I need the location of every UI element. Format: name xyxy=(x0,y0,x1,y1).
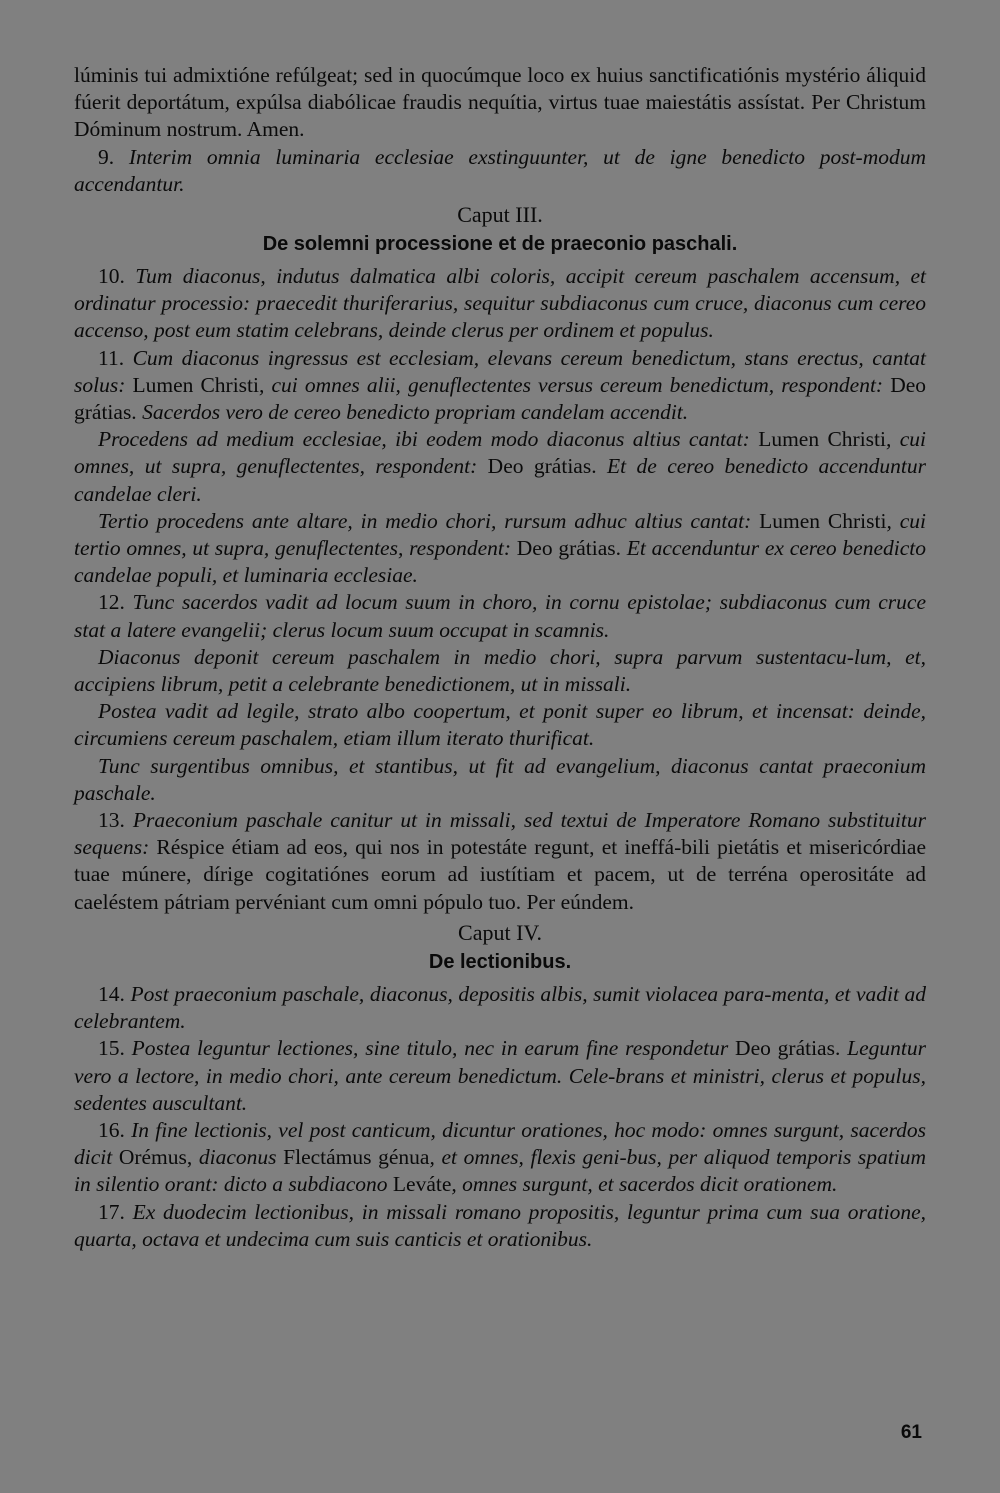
rubric-italic-text: , et omnes, flexis geni-bus, per aliquod temporis spatium in silentio orant: dicto a subdiacono xyxy=(74,1145,927,1197)
chapter-subheading: De solemni processione et de praeconio paschali. xyxy=(262,233,738,256)
roman-text: Leváte xyxy=(392,1172,452,1197)
roman-text: 12. xyxy=(98,590,133,615)
roman-text: 15. xyxy=(98,1036,132,1061)
paragraph xyxy=(74,345,926,427)
roman-text: Lumen Christi xyxy=(132,372,259,397)
paragraph xyxy=(74,698,926,752)
rubric-italic-text: Tunc sacerdos vadit ad locum suum in choro, in cornu epistolae; subdiaconus cum cruce stat a latere evangelii; clerus locum suum occupat in scamnis. xyxy=(74,590,926,642)
rubric-italic-text: Tunc surgentibus omnibus, et stantibus, ut fit ad evangelium, diaconus cantat praeconium paschale. xyxy=(74,753,926,805)
paragraph xyxy=(74,644,926,698)
roman-text: Orémus, xyxy=(118,1145,199,1170)
rubric-italic-text: Et accenduntur ex cereo benedicto candelae populi, et luminaria ecclesiae. xyxy=(74,536,926,588)
rubric-italic-text: Tum diaconus, indutus dalmatica albi coloris, accipit cereum paschalem accensum, et ordinatur processio: praecedit thuriferarius, sequitur subdiaconus cum cruce, diaconus cum cereo accenso, post eum statim celebrans, deinde clerus per ordinem et populus. xyxy=(74,264,927,343)
rubric-italic-text: , cui tertio omnes, ut supra, genuflectentes, respondent: xyxy=(74,508,926,561)
rubric-italic-text: Postea leguntur lectiones, sine titulo, nec in earum fine respondetur xyxy=(131,1036,736,1061)
roman-text: lúminis tui admixtióne refúlgeat; sed in quocúmque loco ex huius sanctificatiónis mystério áliquid fúerit deportátum, expúlsa diabólicae fraudis nequítia, virtus tuae maiestátis assístat. Per Christum Dóminum nostrum. Amen. xyxy=(74,63,926,142)
roman-text: Deo grátias. xyxy=(487,454,607,479)
rubric-italic-text: Diaconus deponit cereum paschalem in medio chori, supra parvum sustentacu-lum, et, accipiens librum, petit a celebrante benedictionem, ut in missali. xyxy=(74,644,926,697)
rubric-italic-text: Et de cereo benedicto accenduntur candelae cleri. xyxy=(74,454,926,506)
roman-text: Deo grátias. xyxy=(74,372,927,425)
roman-text: Deo grátias. xyxy=(735,1036,848,1061)
roman-text: Lumen Christi xyxy=(759,508,887,533)
rubric-italic-text: , omnes surgunt, et sacerdos dicit orationem. xyxy=(451,1172,838,1197)
rubric-italic-text: In fine lectionis, vel post canticum, dicuntur orationes, hoc modo: omnes surgunt, sacerdos dicit xyxy=(74,1117,927,1170)
paragraph xyxy=(74,263,926,345)
paragraph xyxy=(74,144,926,198)
paragraph xyxy=(74,1199,926,1253)
roman-text: 16. xyxy=(98,1117,132,1142)
roman-text: Deo grátias. xyxy=(516,536,627,561)
roman-text: 14. xyxy=(98,981,131,1006)
roman-text: Flectámus génua xyxy=(283,1145,430,1170)
chapter-heading: Caput IV. xyxy=(458,919,542,945)
paragraph xyxy=(74,62,926,144)
rubric-italic-text: Tertio procedens ante altare, in medio chori, rursum adhuc altius cantat: xyxy=(98,508,760,533)
rubric-italic-text: Procedens ad medium ecclesiae, ibi eodem modo diaconus altius cantat: xyxy=(98,427,759,452)
roman-text: 17. xyxy=(98,1199,133,1224)
paragraph xyxy=(74,807,926,916)
roman-text: 9. xyxy=(98,144,129,169)
roman-text: 13. xyxy=(98,808,133,833)
chapter-subheading: De lectionibus. xyxy=(428,950,572,973)
page-body-text xyxy=(74,62,926,1253)
rubric-italic-text: Praeconium paschale canitur ut in missali, sed textui de Imperatore Romano substituitur sequens: xyxy=(74,808,927,860)
rubric-italic-text: Sacerdos vero de cereo benedicto propriam candelam accendit. xyxy=(142,400,689,425)
roman-text: 11. xyxy=(98,345,133,370)
rubric-italic-text: diaconus xyxy=(198,1145,284,1170)
page-number: 61 xyxy=(900,1422,922,1443)
paragraph xyxy=(74,1035,926,1117)
rubric-italic-text: Cum diaconus ingressus est ecclesiam, elevans cereum benedictum, stans erectus, cantat solus: xyxy=(74,345,927,397)
paragraph xyxy=(74,426,926,508)
rubric-italic-text: Interim omnia luminaria ecclesiae exstinguunter, ut de igne benedicto post-modum accendantur. xyxy=(74,144,926,196)
roman-text: 10. xyxy=(98,264,136,289)
paragraph xyxy=(74,753,926,807)
rubric-italic-text: Leguntur vero a lectore, in medio chori, ante cereum benedictum. Cele-brans et ministri, clerus et populus, sedentes auscultant. xyxy=(74,1036,926,1115)
paragraph xyxy=(74,981,926,1035)
roman-text: Lumen Christi xyxy=(758,427,886,452)
chapter-heading: Caput III. xyxy=(457,202,543,228)
paragraph xyxy=(74,508,926,590)
paragraph xyxy=(74,1117,926,1199)
paragraph xyxy=(74,589,926,643)
rubric-italic-text: Ex duodecim lectionibus, in missali romano propositis, leguntur prima cum sua oratione, quarta, octava et undecima cum suis canticis et orationibus. xyxy=(74,1199,927,1251)
rubric-italic-text: Post praeconium paschale, diaconus, depositis albis, sumit violacea para-menta, et vadit ad celebrantem. xyxy=(74,981,926,1034)
rubric-italic-text: , cui omnes, ut supra, genuflectentes, respondent: xyxy=(74,427,927,479)
roman-text: Réspice étiam ad eos, qui nos in potestáte regunt, et ineffá-bili pietátis et misericórdiae tuae múnere, dírige cogitatiónes eorum ad iustítiam et pacem, ut de terréna operositáte ad caeléstem pátriam pervéniant cum omni pópulo tuo. Per eúndem. xyxy=(74,835,926,914)
rubric-italic-text: Postea vadit ad legile, strato albo coopertum, et ponit super eo librum, et incensat: deinde, circumiens cereum paschalem, etiam illum iterato thurificat. xyxy=(74,699,926,751)
rubric-italic-text: , cui omnes alii, genuflectentes versus cereum benedictum, respondent: xyxy=(259,372,891,397)
